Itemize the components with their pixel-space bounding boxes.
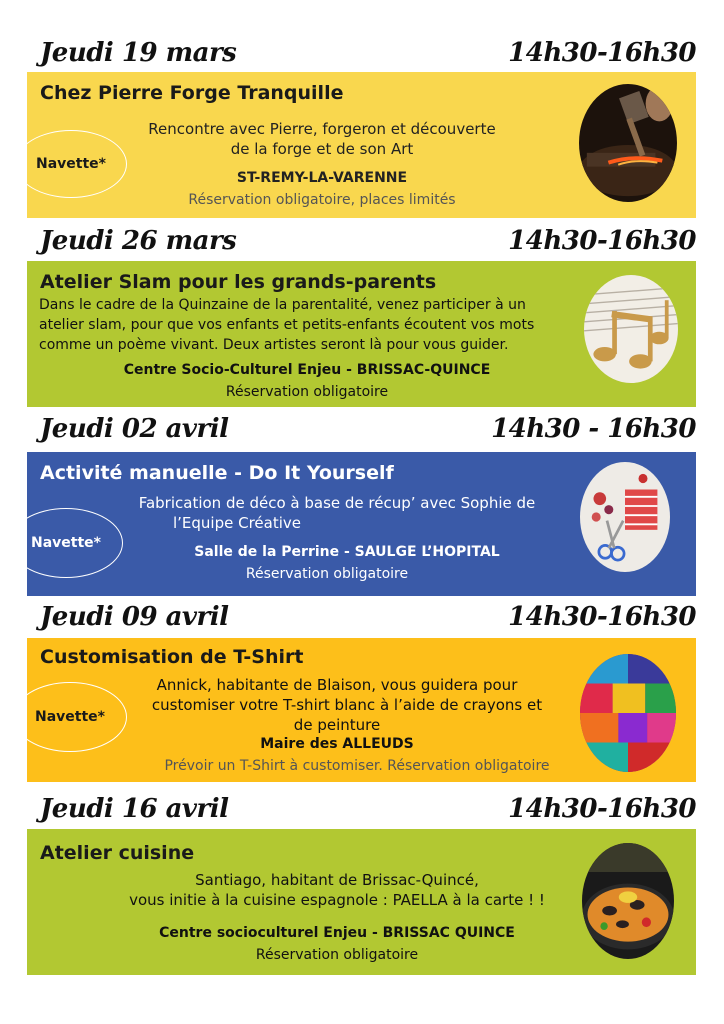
event-description-line: comme un poème vivant. Deux artistes seront là pour vous guider. [39,337,509,353]
event-time: 14h30-16h30 [508,794,696,824]
event-description-line: vous initie à la cuisine espagnole : PAELLA à la carte ! ! [129,891,545,909]
sewing-supplies-photo-icon [580,462,670,572]
event-description-line: de la forge et de son Art [230,140,414,158]
event-title: Chez Pierre Forge Tranquille [40,82,344,104]
event-note: Réservation obligatoire [245,566,409,582]
event-note: Réservation obligatoire [225,384,389,400]
event-4-header [0,602,724,642]
event-4-card [27,638,696,782]
event-date: Jeudi 02 avril [40,414,229,444]
event-date: Jeudi 19 mars [40,38,237,68]
event-3-header [0,414,724,454]
event-time: 14h30 - 16h30 [491,414,696,444]
event-5-card [27,829,696,975]
event-date: Jeudi 16 avril [40,794,229,824]
event-description-line: atelier slam, pour que vos enfants et petits-enfants écoutent vos mots [39,317,535,333]
event-date: Jeudi 09 avril [40,602,229,632]
forge-photo-icon [579,84,677,202]
event-1-card [27,72,696,218]
event-time: 14h30-16h30 [508,38,696,68]
event-title: Atelier Slam pour les grands-parents [40,271,437,293]
event-title: Atelier cuisine [40,842,195,864]
event-5-header [0,794,724,834]
event-note: Réservation obligatoire [255,947,419,963]
tshirts-photo-icon [580,654,676,772]
event-description-line: l’Equipe Créative [172,514,301,532]
event-description-line: de peinture [293,716,381,734]
event-location: Salle de la Perrine - SAULGE L’HOPITAL [194,544,500,560]
event-note: Réservation obligatoire, places limités [188,192,456,208]
event-description-line: Santiago, habitant de Brissac-Quincé, [195,871,479,889]
navette-badge: Navette* [13,682,127,752]
navette-badge: Navette* [9,508,123,578]
event-title: Activité manuelle - Do It Yourself [40,462,394,484]
event-location: Centre Socio-Culturel Enjeu - BRISSAC-QUINCE [123,362,491,378]
event-3-card [27,452,696,596]
event-note: Prévoir un T-Shirt à customiser. Réservation obligatoire [164,758,550,774]
event-title: Customisation de T-Shirt [40,646,304,668]
event-2-card [27,261,696,407]
event-location: Centre socioculturel Enjeu - BRISSAC QUINCE [159,925,515,941]
event-time: 14h30-16h30 [508,602,696,632]
event-description-line: Dans le cadre de la Quinzaine de la parentalité, venez participer à un [39,297,526,313]
event-description-line: Annick, habitante de Blaison, vous guidera pour [156,676,518,694]
event-description-line: customiser votre T-shirt blanc à l’aide de crayons et [151,696,543,714]
event-time: 14h30-16h30 [508,226,696,256]
event-description-line: Rencontre avec Pierre, forgeron et découverte [148,120,496,138]
event-location: ST-REMY-LA-VARENNE [236,170,408,186]
paella-photo-icon [582,843,674,959]
navette-badge: Navette* [15,130,127,198]
event-2-header [0,226,724,266]
event-date: Jeudi 26 mars [40,226,237,256]
event-description-line: Fabrication de déco à base de récup’ avec Sophie de [138,494,536,512]
event-location: Maire des ALLEUDS [260,736,414,752]
music-notes-photo-icon [584,275,678,383]
